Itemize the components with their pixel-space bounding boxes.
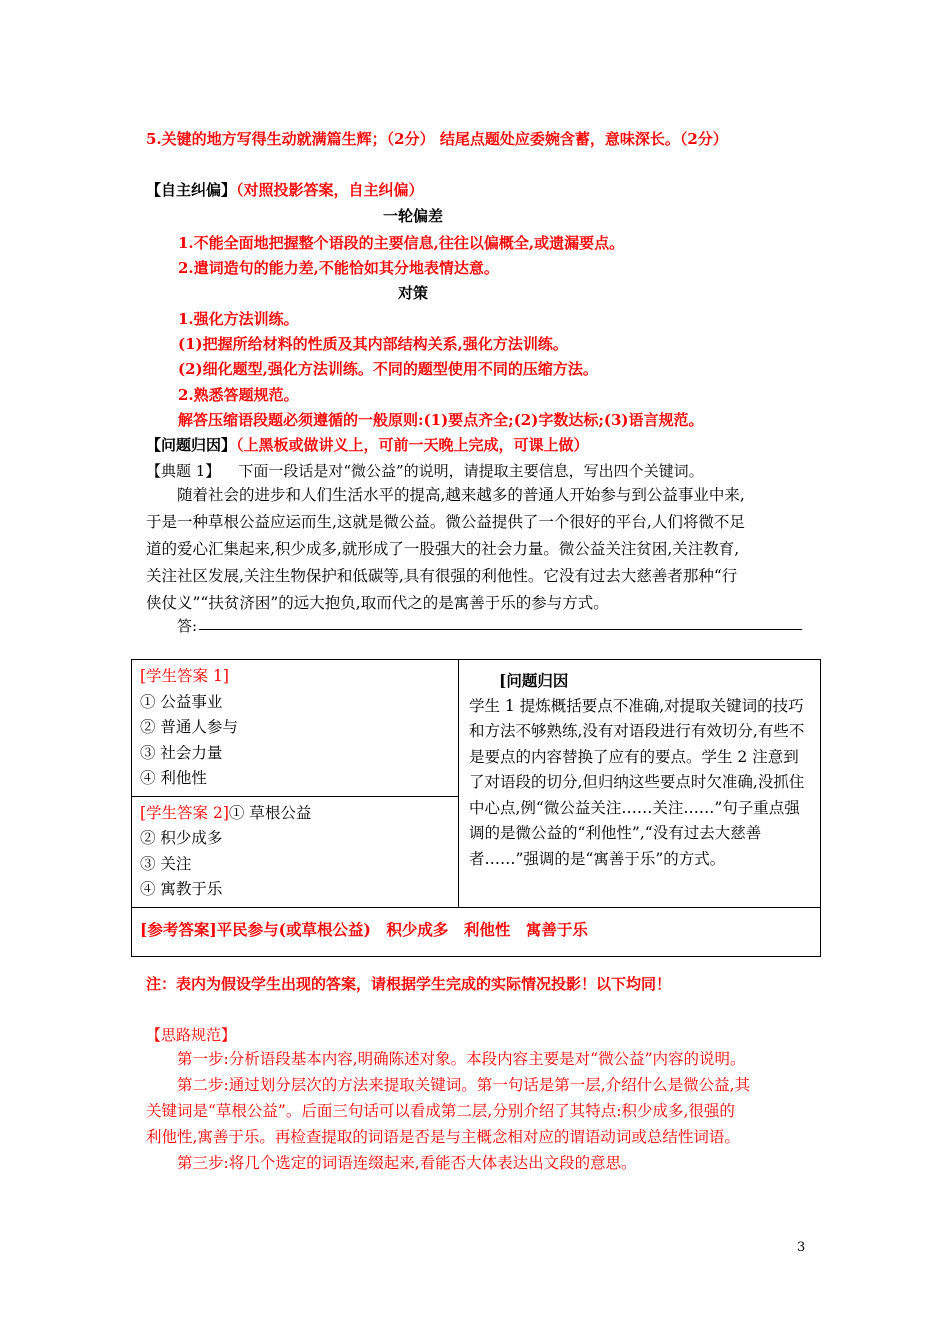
zizhu-note: （对照投影答案，自主纠偏） (236, 181, 424, 199)
student2-item-4: ④ 寓教于乐 (140, 880, 223, 898)
student2-item-2: ② 积少成多 (140, 829, 223, 847)
passage-line-3: 道的爱心汇集起来,积少成多,就形成了一股强大的社会力量。微公益关注贫困,关注教育, (146, 540, 740, 558)
student1-cell (132, 660, 459, 797)
wenti-bracket: 【问题归因】 (146, 436, 237, 454)
answer-label: 答: (177, 617, 198, 635)
silu-line-5: 第三步:将几个选定的词语连缀起来,看能否大体表达出文段的意思。 (177, 1154, 637, 1172)
yilun-item-1: 1.不能全面地把握整个语段的主要信息,往往以偏概全,或遗漏要点。 (178, 234, 625, 252)
silu-line-3: 关键词是“草根公益”。后面三句话可以看成第二层,分别介绍了其特点:积少成多,很强的 (146, 1102, 735, 1120)
duice-item-5: 解答压缩语段题必须遵循的一般原则:(1)要点齐全;(2)字数达标;(3)语言规范。 (178, 411, 704, 429)
reference-text: 平民参与(或草根公益) 积少成多 利他性 寓善于乐 (216, 919, 588, 939)
student2-cell (132, 796, 459, 907)
dianti-question: 下面一段话是对“微公益”的说明，请提取主要信息，写出四个关键词。 (238, 462, 704, 480)
passage-line-2: 于是一种草根公益应运而生,这就是微公益。微公益提供了一个很好的平台,人们将微不足 (146, 513, 745, 531)
silu-body (146, 1046, 816, 1176)
passage-line-5: 侠仗义”“扶贫济困”的远大抱负,取而代之的是寓善于乐的参与方式。 (146, 594, 609, 612)
dianti-line (146, 460, 704, 481)
student2-item-3: ③ 关注 (140, 854, 192, 873)
student1-item-1: ① 公益事业 (140, 692, 223, 711)
wenti-note: （上黑板或做讲义上，可前一天晚上完成，可课上做） (236, 436, 589, 454)
reference-label: [参考答案] (140, 919, 217, 939)
student1-title: [学生答案 1] (140, 667, 229, 685)
student2-title: [学生答案 2] (140, 803, 229, 822)
duice-item-1: 1.强化方法训练。 (178, 310, 299, 328)
dianti-label: 【典题 1】 (146, 462, 221, 480)
yilun-title: 一轮偏差 (383, 207, 444, 225)
silu-line-2: 第二步:通过划分层次的方法来提取关键词。第一句话是第一层,介绍什么是微公益,其 (177, 1076, 751, 1094)
duice-item-2: (1)把握所给材料的性质及其内部结构关系,强化方法训练。 (178, 335, 568, 353)
zizhu-bracket: 【自主纠偏】 (146, 181, 237, 199)
passage-line-4: 关注社区发展,关注生物保护和低碳等,具有很强的利他性。它没有过去大慈善者那种“行 (146, 567, 738, 585)
duice-item-3: (2)细化题型,强化方法训练。不同的题型使用不同的压缩方法。 (178, 360, 598, 378)
analysis-text: 学生 1 提炼概括要点不准确,对提取关键词的技巧和方法不够熟练,没有对语段进行有效切分,有些不是要点的内容替换了应有的要点。学生 2 注意到了对语段的切分,但归纳这些要点时欠准确,没抓住中心点,例“微公益关注……关注……”句子重点强调的是微公益的“利他性”,“没有过去大慈善者……”强调的是“寓善于乐”的方式。 (469, 696, 805, 868)
student1-item-4: ④ 利他性 (140, 769, 207, 787)
silu-bracket: 【思路规范】 (146, 1026, 237, 1044)
wenti-heading (146, 434, 589, 455)
silu-line-1: 第一步:分析语段基本内容,明确陈述对象。本段内容主要是对“微公益”内容的说明。 (177, 1050, 746, 1068)
yilun-item-2: 2.遣词造句的能力差,不能恰如其分地表情达意。 (178, 259, 499, 277)
silu-line-4: 利他性,寓善于乐。再检查提取的词语是否是与主概念相对应的谓语动词或总结性词语。 (146, 1128, 740, 1146)
student2-item-1: ① 草根公益 (228, 803, 312, 822)
reference-cell (132, 907, 821, 956)
item-5-line: 5.关键的地方写得生动就满篇生辉；（2分） 结尾点题处应委婉含蓄，意味深长。（2分） (146, 130, 728, 148)
student1-item-3: ③ 社会力量 (140, 743, 223, 762)
answer-underline[interactable] (199, 629, 802, 630)
analysis-cell (459, 660, 821, 908)
answer-table (131, 659, 821, 957)
passage-line-1: 随着社会的进步和人们生活水平的提高,越来越多的普通人开始参与到公益事业中来, (177, 486, 745, 504)
zizhu-heading (146, 179, 424, 200)
page-number: 3 (797, 1240, 806, 1255)
note-line: 注：表内为假设学生出现的答案，请根据学生完成的实际情况投影！以下均同！ (146, 975, 672, 993)
analysis-title: [问题归因 (499, 671, 569, 690)
duice-title: 对策 (398, 284, 429, 302)
duice-item-4: 2.熟悉答题规范。 (178, 386, 299, 404)
student1-item-2: ② 普通人参与 (140, 718, 238, 736)
dianti-passage (146, 482, 816, 617)
